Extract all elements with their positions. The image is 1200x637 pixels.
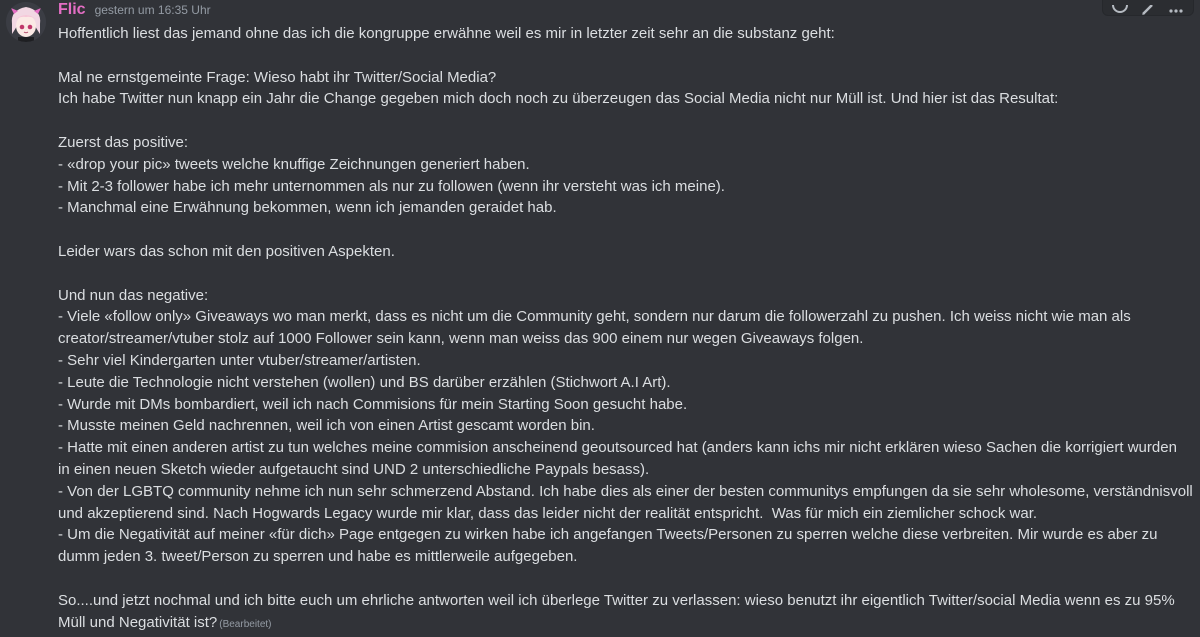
message-line-text: Müll und Negativität ist? (58, 613, 218, 631)
message-line (58, 568, 1196, 590)
message-toolbar (1102, 0, 1194, 16)
message-line: Ich habe Twitter nun knapp ein Jahr die Change gegeben mich doch noch zu überzeugen das Social Media nicht nur Müll ist. Und hier ist das Resultat: (58, 90, 1059, 108)
message-line: Und nun das negative: (58, 286, 209, 304)
message-line (58, 110, 1196, 132)
message-line: - Leute die Technologie nicht verstehen (wollen) und BS darüber erzählen (Stichwort A.I Art). (58, 373, 671, 391)
message-line: - Von der LGBTQ community nehme ich nun sehr schmerzend Abstand. Ich habe dies als einer der besten communitys empfungen da sie sehr wholesome, verständnisvoll (58, 482, 1193, 500)
message-line: So....und jetzt nochmal und ich bitte euch um ehrliche antworten weil ich überlege Twitter zu verlassen: wieso benutzt ihr eigentlich Twitter/social Media wenn es zu 95% (58, 591, 1175, 609)
message-line: - Manchmal eine Erwähnung bekommen, wenn ich jemanden geraidet hab. (58, 199, 557, 217)
message-line: Leider wars das schon mit den positiven Aspekten. (58, 242, 395, 260)
message-header (58, 1, 211, 23)
add-reaction-button[interactable] (1109, 0, 1131, 15)
anime-avatar-icon (6, 2, 46, 42)
username[interactable]: Flic (58, 1, 86, 18)
message-line: - Um die Negativität auf meiner «für dich» Page entgegen zu wirken habe ich angefangen Tweets/Personen zu sperren welche diese verbreiten. Mir wurde es aber zu (58, 526, 1158, 544)
message-line: Mal ne ernstgemeinte Frage: Wieso habt ihr Twitter/Social Media? (58, 68, 497, 86)
avatar[interactable] (6, 2, 46, 42)
edited-label: (Bearbeitet) (219, 618, 272, 630)
message-line: - Wurde mit DMs bombardiert, weil ich nach Commisions für mein Starting Soon gesucht habe. (58, 395, 688, 413)
message-line: Hoffentlich liest das jemand ohne das ich die kongruppe erwähne weil es mir in letzter zeit sehr an die substanz geht: (58, 25, 835, 42)
edit-button[interactable] (1137, 0, 1159, 15)
more-options-button[interactable] (1165, 0, 1187, 15)
message-line: - Musste meinen Geld nachrennen, weil ich von einen Artist gescamt worden bin. (58, 417, 595, 435)
message-line: - Mit 2-3 follower habe ich mehr unternommen als nur zu followen (wenn ihr versteht was ich meine). (58, 177, 725, 195)
message-line: - Hatte mit einen anderen artist zu tun welches meine commision anscheinend geoutsourced hat (anders kann ichs mir nicht erklären wieso Sachen die korrigiert wurden (58, 439, 1177, 457)
message-line (58, 219, 1196, 241)
message-line: - Viele «follow only» Giveaways wo man merkt, dass es nicht um die Community geht, sondern nur darum die followerzahl zu pushen. Ich weiss nicht wie man als (58, 308, 1131, 326)
message-line: creator/streamer/vtuber stolz auf 1000 Follower sein kann, wenn man weiss das 900 einem nur wegen Giveaways folgen. (58, 330, 864, 348)
message-line (58, 45, 1196, 67)
message-line (58, 263, 1196, 285)
message-line: Zuerst das positive: (58, 133, 189, 151)
more-icon (1168, 5, 1184, 15)
emoji-icon (1112, 5, 1128, 15)
pencil-icon (1140, 5, 1156, 15)
message-line: in einen neuen Sketch wieder aufgetaucht sind UND 2 unterschiedliche Paypals besass). (58, 460, 650, 478)
timestamp[interactable]: gestern um 16:35 Uhr (94, 3, 211, 17)
message-line: - Sehr viel Kindergarten unter vtuber/streamer/artisten. (58, 351, 421, 369)
message-line: dumm jeden 3. tweet/Person zu sperren und habe es mittlerweile aufgegeben. (58, 548, 578, 566)
message-content (58, 23, 1196, 635)
message-line: und akzeptierend sind. Nach Hogwards Legacy wurde mir klar, dass das leider nicht der realität entspricht. Was für mich ein ziemlicher schock war. (58, 504, 1038, 522)
message-line: - «drop your pic» tweets welche knuffige Zeichnungen generiert haben. (58, 155, 530, 173)
message-line-last (58, 612, 1196, 636)
